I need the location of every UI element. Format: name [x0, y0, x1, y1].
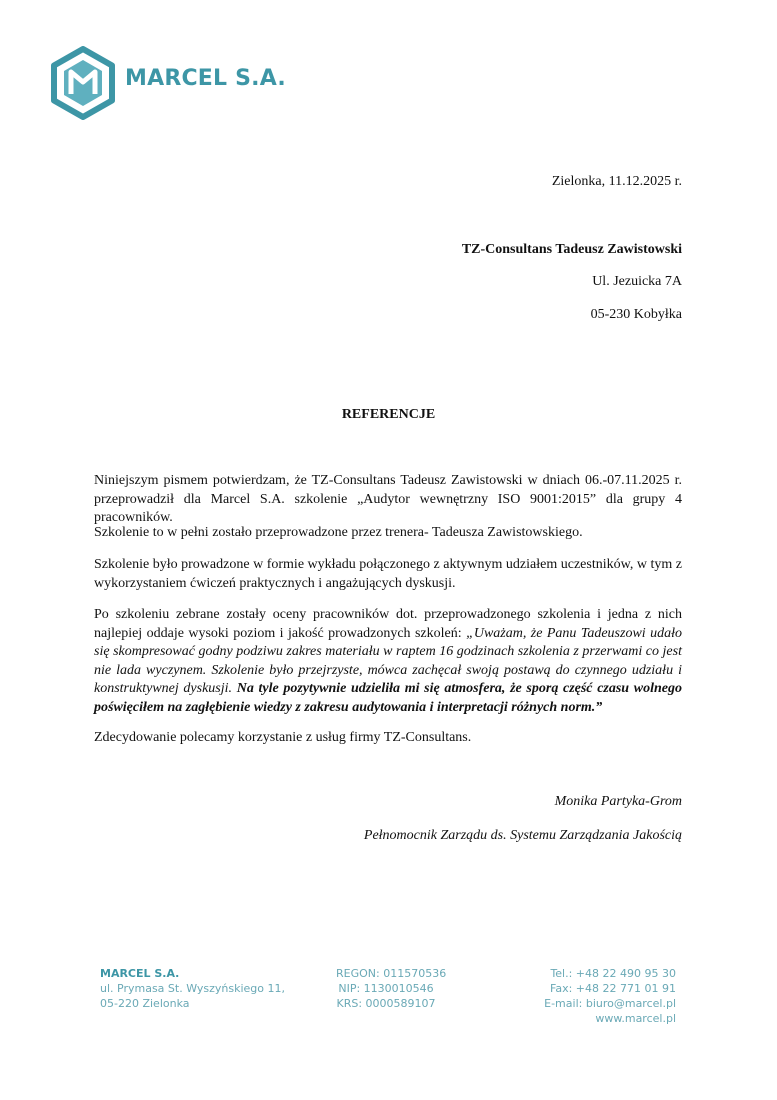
signature-name: Monika Partyka-Grom — [554, 794, 682, 809]
paragraph-evaluation — [94, 606, 682, 717]
footer-krs: KRS: 0000589107 — [336, 997, 436, 1010]
recipient-city: 05-230 Kobyłka — [590, 307, 682, 322]
recipient-name: TZ-Consultans Tadeusz Zawistowski — [461, 242, 682, 257]
footer-address — [100, 966, 285, 1011]
footer-regon: REGON: 011570536 — [336, 967, 447, 980]
footer-registry — [336, 966, 447, 1011]
company-name: MARCEL S.A. — [125, 66, 286, 91]
evaluation-intro: Po szkoleniu zebrane zostały oceny pracowników dot. przeprowadzonego szkolenia i jedna z nich najlepiej oddaje wysoki poziom i jakość prowadzonych szkoleń: — [94, 607, 682, 641]
footer-tel: Tel.: +48 22 490 95 30 — [550, 967, 676, 980]
paragraph-recommendation: Zdecydowanie polecamy korzystanie z usług firmy TZ-Consultans. — [94, 730, 472, 745]
footer-address-line1: ul. Prymasa St. Wyszyńskiego 11, — [100, 982, 286, 995]
document-title: REFERENCJE — [341, 407, 436, 422]
footer-company: MARCEL S.A. — [100, 967, 180, 980]
paragraph-format: Szkolenie było prowadzone w formie wykładu połączonego z aktywnym udziałem uczestników, w tym z wykorzystaniem ćwiczeń praktycznych i angażujących dyskusji. — [94, 557, 682, 591]
evaluation-quote: „Uważam, że Panu Tadeuszowi udało się skompresować godny podziwu zakres materiału w raptem 16 godzinach szkolenia z przerwami co jest nie lada wyczynem. Szkolenie było przejrzyste, mówca zachęcał swoją postawą do czynnego udziału i konstruktywnej dyskusji. — [94, 625, 682, 696]
footer-contact — [544, 966, 676, 1026]
marcel-logo-icon — [50, 46, 116, 120]
footer-website[interactable]: www.marcel.pl — [595, 1012, 676, 1025]
signature-title: Pełnomocnik Zarządu ds. Systemu Zarządzania Jakością — [363, 828, 682, 843]
evaluation-quote-bold: Na tyle pozytywnie udzieliła mi się atmosfera, że sporą część czasu wolnego poświęciłem na zagłębienie wiedzy z zakresu audytowania i interpretacji różnych norm.” — [94, 681, 682, 715]
recipient-street: Ul. Jezuicka 7A — [592, 274, 682, 289]
paragraph-confirmation: Niniejszym pismem potwierdzam, że TZ-Consultans Tadeusz Zawistowski w dniach 06.-07.11.2025 r. przeprowadził dla Marcel S.A. szkolenie „Audytor wewnętrzny ISO 9001:2015” dla grupy 4 pracowników. — [94, 473, 682, 525]
footer-nip: NIP: 1130010546 — [338, 982, 434, 995]
footer-address-line2: 05-220 Zielonka — [100, 997, 190, 1010]
paragraph-trainer: Szkolenie to w pełni zostało przeprowadzone przez trenera- Tadeusza Zawistowskiego. — [94, 525, 583, 540]
footer-email[interactable]: E-mail: biuro@marcel.pl — [544, 997, 676, 1010]
footer-fax: Fax: +48 22 771 01 91 — [550, 982, 676, 995]
letter-date: Zielonka, 11.12.2025 r. — [551, 174, 682, 189]
